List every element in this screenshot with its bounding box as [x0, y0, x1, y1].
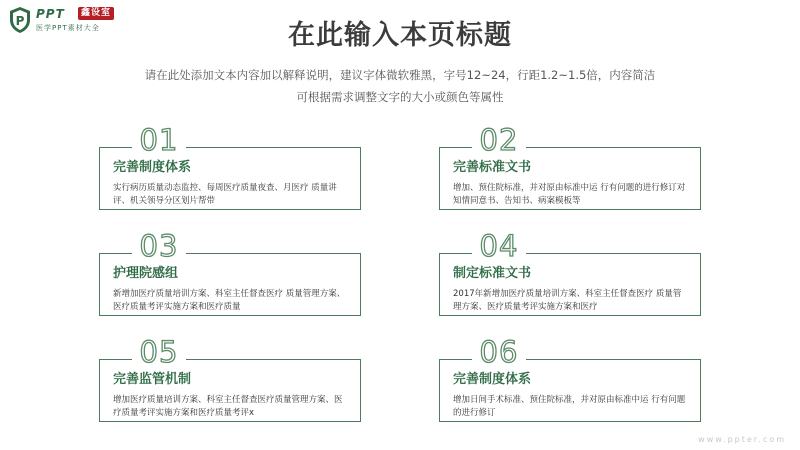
card-heading: 完善制度体系: [453, 372, 532, 387]
card-text: 新增加医疗质量培训方案、科室主任督查医疗 质量管理方案、医疗质量考评实施方案和医疗质量: [113, 289, 346, 312]
page-subtitle: [100, 64, 700, 108]
card-text: 增加日间手术标准、预住院标准，并对原由标准中运 行有问题的进行修订: [453, 395, 686, 418]
svg-text:P: P: [15, 14, 25, 28]
card-01: [99, 124, 361, 208]
card-05: [99, 336, 361, 420]
card-number: 04: [472, 230, 526, 262]
subtitle-line: 请在此处添加文本内容加以解释说明，建议字体微软雅黑，字号12~24，行距1.2~1.5倍，内容简洁: [144, 68, 656, 82]
subtitle-line: 可根据需求调整文字的大小或颜色等属性: [296, 90, 504, 104]
card-number: 05: [132, 336, 186, 368]
card-heading: 制定标准文书: [453, 266, 532, 281]
card-text: 实行病历质量动态监控、每周医疗质量夜查、月医疗 质量讲评、机关领导分区划片帮带: [113, 183, 337, 206]
card-number: 06: [472, 336, 526, 368]
card-03: [99, 230, 361, 314]
card-number: 03: [132, 230, 186, 262]
card-text: 增加、预住院标准，并对原由标准中运 行有问题的进行修订对知情同意书、告知书、病案模板等: [453, 183, 686, 206]
logo-tag: 鑫设室: [78, 7, 114, 20]
card-06: [439, 336, 701, 420]
card-heading: 完善制度体系: [113, 160, 192, 175]
logo-subtitle: 医学PPT素材大全: [36, 24, 100, 32]
card-number: 02: [472, 124, 526, 156]
watermark: www.ppter.com: [698, 435, 786, 444]
card-number: 01: [132, 124, 186, 156]
card-heading: 完善标准文书: [453, 160, 532, 175]
card-04: [439, 230, 701, 314]
page-title: 在此输入本页标题: [288, 20, 512, 51]
card-heading: 完善监管机制: [113, 372, 192, 387]
logo-brand: PPT: [36, 7, 65, 21]
card-text: 增加医疗质量培训方案、科室主任督查医疗质量管理方案、医疗质量考评实施方案和医疗质量考评x: [113, 395, 343, 418]
card-heading: 护理院感组: [113, 266, 179, 281]
card-02: [439, 124, 701, 208]
card-text: 2017年新增加医疗质量培训方案、科室主任督查医疗 质量管理方案、医疗质量考评实施方案和医疗: [453, 289, 682, 312]
